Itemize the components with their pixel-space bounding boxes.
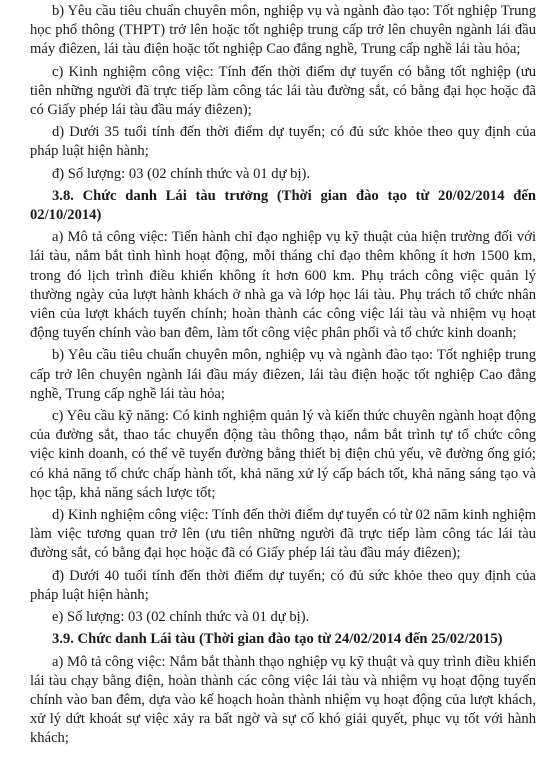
section-heading-3-9: 3.9. Chức danh Lái tàu (Thời gian đào tạo từ 24/02/2014 đến 25/02/2015) xyxy=(52,631,503,648)
paragraph-3-8-c: c) Yêu cầu kỹ năng: Có kinh nghiệm quản lý và kiến thức chuyên ngành hoạt động của đường sắt, thao tác chuyển động tàu thông thạo, nắm bắt trình tự tổ chức công việc kinh doanh, có thể vẽ tuyến đường bằng thiết bị điện chủ yếu, vẽ đường ống gió; có khả năng tổ chức chấp hành tốt, khả năng xử lý cấp bách tốt, khả năng sáng tạo và học tập, khả năng sách lược tốt; xyxy=(30,408,536,501)
paragraph-3-8-b: b) Yêu cầu tiêu chuẩn chuyên môn, nghiệp vụ và ngành đào tạo: Tốt nghiệp trung cấp trở lên chuyên ngành lái đầu máy điêzen, lái tàu điện hoặc tốt nghiệp Cao đẳng nghề, Trung cấp nghề lái tàu hỏa; xyxy=(30,347,536,402)
paragraph-3-8-d: d) Kinh nghiệm công việc: Tính đến thời điểm dự tuyển có từ 02 năm kinh nghiệm làm việc tương quan trở lên (ưu tiên những người đã trực tiếp làm công tác lái tàu đường sắt, có bằng đại học hoặc đã có Giấy phép lái tàu đầu máy điêzen); xyxy=(30,507,536,562)
paragraph-3-8-e: e) Số lượng: 03 (02 chính thức và 01 dự bị). xyxy=(52,609,310,626)
section-heading-3-8: 3.8. Chức danh Lái tàu trưởng (Thời gian đào tạo từ 20/02/2014 đến 02/10/2014) xyxy=(30,187,536,224)
paragraph-3-7-d: d) Dưới 35 tuổi tính đến thời điểm dự tuyển; có đủ sức khỏe theo quy định của pháp luật hiện hành; xyxy=(30,124,536,160)
paragraph-3-8-dd: đ) Dưới 40 tuổi tính đến thời điểm dự tuyển; có đủ sức khỏe theo quy định của pháp luật hiện hành; xyxy=(30,567,536,603)
paragraph-3-7-c: c) Kinh nghiệm công việc: Tính đến thời điểm dự tuyển có bằng tốt nghiệp (ưu tiên những người đã trực tiếp làm công tác lái tàu đường sắt, có bằng đại học hoặc đã có Giấy phép lái tàu đầu máy điêzen); xyxy=(30,63,536,119)
paragraph-3-7-dd: đ) Số lượng: 03 (02 chính thức và 01 dự bị). xyxy=(52,165,311,182)
paragraph-3-9-a: a) Mô tả công việc: Nắm bắt thành thạo nghiệp vụ kỹ thuật và quy trình điều khiển lái tàu chạy bằng điện, hoàn thành các công việc lái tàu và nhiệm vụ hoạt động tuyến chính vào ban đêm, dựa vào kế hoạch hoàn thành nhiệm vụ hoạt động của lượt khách, xử lý dứt khoát sự việc xảy ra bất ngờ và sự cố khó giải quyết, phục vụ tốt với hành khách; xyxy=(30,653,536,747)
paragraph-3-7-b: b) Yêu cầu tiêu chuẩn chuyên môn, nghiệp vụ và ngành đào tạo: Tốt nghiệp Trung học phổ thông (THPT) trở lên hoặc tốt nghiệp trung cấp trở lên chuyên ngành lái đầu máy điêzen, lái tàu điện hoặc tốt nghiệp Cao đẳng nghề, Trung cấp nghề lái tàu hỏa; xyxy=(30,3,536,58)
paragraph-3-8-a: a) Mô tả công việc: Tiến hành chỉ đạo nghiệp vụ kỹ thuật của hiện trường đối với lái tàu, nắm bắt tình hình hoạt động, mỗi tháng chỉ đạo thêm không ít hơn 1500 km, trong đó lịch trình điều khiển không ít hơn 600 km. Phụ trách công việc quản lý thường ngày của lượt hành khách ở nhà ga và lớp học lái tàu. Phụ trách tổ chức nhân viên của lượt khách tuyến chính; hoàn thành các công việc lái tàu và nhiệm vụ hoạt động tuyến chính vào ban đêm, làm tốt công việc phân phối và tổ chức kinh doanh; xyxy=(30,229,536,342)
